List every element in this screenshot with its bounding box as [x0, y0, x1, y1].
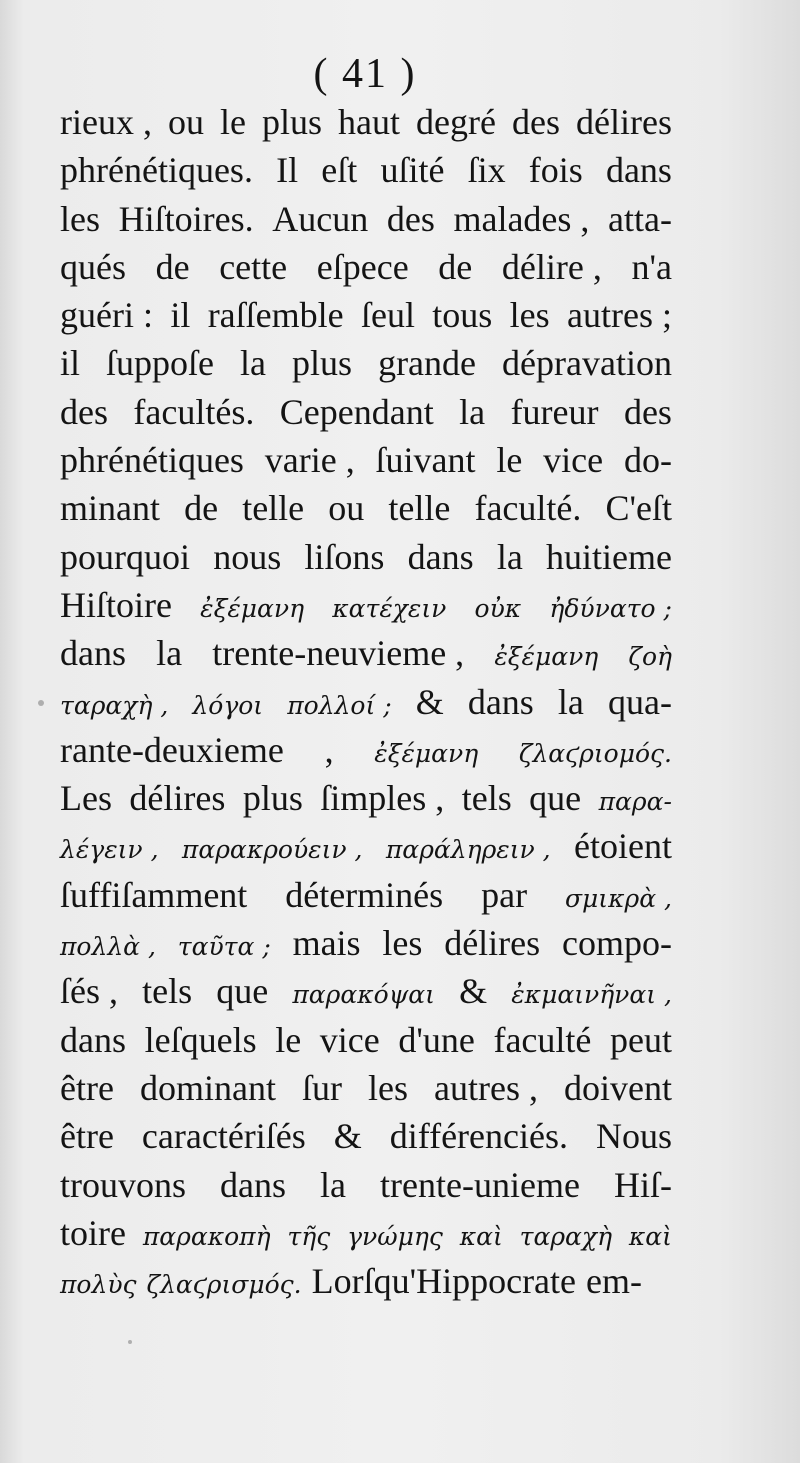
word: de: [155, 246, 190, 287]
word: telle: [388, 488, 451, 529]
word: ſix: [467, 150, 506, 191]
word: faculté.: [474, 488, 582, 529]
word: des: [386, 198, 435, 239]
word: em-: [586, 1261, 642, 1302]
word: être: [60, 1067, 114, 1108]
ink-smudge: [128, 1340, 132, 1344]
text-line: [60, 871, 672, 919]
word: grande: [378, 343, 477, 384]
greek-word: κατέχειν: [332, 593, 447, 623]
word: trouvons: [60, 1164, 186, 1205]
text-line: [60, 726, 672, 774]
word: autres ,: [434, 1067, 538, 1108]
word: varie ,: [264, 440, 355, 481]
word: peut: [610, 1019, 672, 1060]
word: toire: [60, 1212, 126, 1253]
greek-word: σμικρὰ ,: [564, 883, 672, 913]
word: les: [367, 1067, 408, 1108]
word: il: [170, 295, 191, 336]
text-line: [60, 919, 672, 967]
text-line: [60, 436, 672, 484]
greek-word: ζλαϛρισμός.: [146, 1270, 302, 1300]
body-text: [60, 98, 672, 1305]
word: Hiſ-: [613, 1164, 672, 1205]
word: liſons: [304, 536, 385, 577]
greek-word: παρακοπὴ: [142, 1221, 271, 1251]
word: Nous: [595, 1116, 672, 1157]
word: ou: [167, 102, 204, 142]
word: telle: [242, 488, 305, 529]
word: il: [60, 343, 81, 384]
word: Cependant: [279, 391, 434, 432]
word: &: [415, 681, 444, 722]
word: &: [333, 1116, 362, 1157]
word: plus: [262, 102, 323, 142]
word: ſés ,: [60, 971, 118, 1012]
word: les: [509, 295, 550, 336]
greek-word: γνώμης: [347, 1221, 443, 1251]
word: uſité: [380, 150, 445, 191]
word: qua-: [608, 681, 672, 722]
greek-word: ταραχὴ ,: [60, 690, 169, 720]
word: la: [320, 1164, 347, 1205]
greek-word: οὐκ: [474, 593, 522, 623]
word: plus: [292, 343, 353, 384]
greek-word: ἠδύνατο ;: [549, 593, 672, 623]
text-line: [60, 581, 672, 629]
word: dans: [605, 150, 672, 191]
word: n'a: [631, 246, 672, 287]
text-line: [60, 484, 672, 532]
text-line: [60, 1209, 672, 1257]
word: dans: [407, 536, 474, 577]
word: mais: [292, 923, 361, 964]
word: haut: [338, 102, 401, 142]
word: huitieme: [546, 536, 672, 577]
word: Il: [276, 150, 299, 191]
word: la: [240, 343, 267, 384]
word: Aucun: [272, 198, 369, 239]
word: le: [220, 102, 246, 142]
word: &: [459, 971, 488, 1012]
word: trente-unieme: [380, 1164, 580, 1205]
greek-word: παρα-: [598, 787, 672, 817]
text-line: [60, 678, 672, 726]
word: dominant: [139, 1067, 276, 1108]
word: ou: [328, 488, 365, 529]
word: délires: [444, 923, 541, 964]
word: la: [557, 681, 584, 722]
word: de: [438, 246, 473, 287]
word: ſur: [301, 1067, 342, 1108]
word: ſeul: [360, 295, 415, 336]
word: fois: [528, 150, 583, 191]
word: la: [156, 633, 183, 674]
word: différenciés.: [389, 1116, 568, 1157]
text-line: [60, 1112, 672, 1160]
greek-word: λέγειν ,: [60, 835, 159, 865]
word: pourquoi: [60, 536, 190, 577]
word: tels: [461, 778, 512, 819]
page-number: ( 41 ): [313, 51, 417, 97]
word: délires: [576, 102, 672, 142]
word: compo-: [561, 923, 672, 964]
word: la: [459, 391, 486, 432]
word: ſuffiſamment: [60, 874, 248, 915]
word: phrénétiques: [60, 440, 244, 481]
word: cette: [219, 246, 288, 287]
word: déterminés: [285, 874, 444, 915]
text-line: [60, 243, 672, 291]
word: être: [60, 1116, 114, 1157]
greek-word: ζοὴ: [628, 642, 672, 672]
greek-word: παρακρούειν ,: [181, 835, 363, 865]
word: Hiſtoire: [60, 584, 172, 625]
word: de: [184, 488, 219, 529]
word: les: [60, 198, 100, 239]
word: trente-neuvieme ,: [212, 633, 465, 674]
word: rieux ,: [60, 102, 152, 142]
text-line: [60, 1161, 672, 1209]
greek-word: παράληρειν ,: [385, 835, 551, 865]
word: que: [216, 971, 269, 1012]
word: C'eſt: [605, 488, 672, 529]
greek-word: ἐξέμανη: [494, 642, 599, 672]
word: dans: [60, 633, 126, 674]
word: atta-: [608, 198, 672, 239]
word: do-: [623, 440, 672, 481]
greek-word: πολλοί ;: [287, 690, 392, 720]
word: Hiſtoires.: [118, 198, 254, 239]
word: doivent: [563, 1067, 672, 1108]
greek-word: καὶ: [459, 1221, 503, 1251]
word: tous: [432, 295, 493, 336]
word: autres ;: [567, 295, 672, 336]
text-line: [60, 98, 672, 146]
word: caractériſés: [141, 1116, 306, 1157]
greek-word: ταῦτα ;: [177, 932, 271, 962]
greek-word: ταραχὴ: [519, 1221, 613, 1251]
word: rante-deuxieme: [60, 729, 284, 770]
text-line: [60, 533, 672, 581]
word: ,: [324, 729, 334, 770]
word: vice: [319, 1019, 380, 1060]
text-line: [60, 195, 672, 243]
word: délire ,: [501, 246, 602, 287]
word: des: [60, 391, 108, 432]
greek-word: ἐξέμανη: [200, 593, 305, 623]
word: minant: [60, 488, 160, 529]
word: que: [529, 778, 582, 819]
word: degré: [416, 102, 496, 142]
greek-word: πολὺς: [60, 1270, 137, 1300]
text-line: [60, 1257, 672, 1305]
word: Les: [60, 778, 112, 819]
greek-word: παρακόψαι: [292, 980, 435, 1010]
word: facultés.: [133, 391, 255, 432]
text-line: [60, 146, 672, 194]
word: leſquels: [144, 1019, 257, 1060]
text-line: [60, 339, 672, 387]
word: dans: [60, 1019, 126, 1060]
word: vice: [543, 440, 604, 481]
greek-word: λόγοι: [192, 690, 264, 720]
word: dans: [467, 681, 534, 722]
greek-word: ζλαϛριομός.: [518, 738, 672, 768]
word: des: [623, 391, 672, 432]
word: le: [496, 440, 523, 481]
text-line: [60, 1064, 672, 1112]
word: délires: [129, 778, 226, 819]
word: tels: [142, 971, 193, 1012]
word: la: [496, 536, 523, 577]
text-line: [60, 822, 672, 870]
word: eſpece: [316, 246, 409, 287]
text-line: [60, 1016, 672, 1064]
word: faculté: [493, 1019, 592, 1060]
word: nous: [213, 536, 282, 577]
text-line: [60, 629, 672, 677]
word: malades ,: [453, 198, 590, 239]
word: d'une: [398, 1019, 475, 1060]
greek-word: πολλὰ ,: [60, 932, 156, 962]
word: eſt: [321, 150, 358, 191]
word: les: [382, 923, 423, 964]
ink-smudge: [38, 700, 44, 706]
word: étoient: [574, 826, 672, 867]
greek-word: καὶ: [628, 1221, 672, 1251]
greek-word: ἐξέμανη: [374, 738, 479, 768]
word: guéri :: [60, 295, 153, 336]
word: des: [512, 102, 560, 142]
word: ſimples ,: [320, 778, 445, 819]
word: plus: [242, 778, 303, 819]
word: fureur: [510, 391, 599, 432]
word: ſuivant: [375, 440, 476, 481]
text-line: [60, 388, 672, 436]
word: ſuppoſe: [106, 343, 215, 384]
text-line: [60, 967, 672, 1015]
word: par: [481, 874, 528, 915]
word: dans: [220, 1164, 287, 1205]
word: dépravation: [502, 343, 672, 384]
greek-word: τῆς: [287, 1221, 331, 1251]
word: Lorſqu'Hippocrate: [311, 1261, 577, 1302]
text-line: [60, 291, 672, 339]
word: raſſemble: [207, 295, 344, 336]
text-line: [60, 774, 672, 822]
word: qués: [60, 246, 126, 287]
greek-word: ἐκμαινῆναι ,: [511, 980, 672, 1010]
word: le: [275, 1019, 302, 1060]
word: phrénétiques.: [60, 150, 253, 191]
